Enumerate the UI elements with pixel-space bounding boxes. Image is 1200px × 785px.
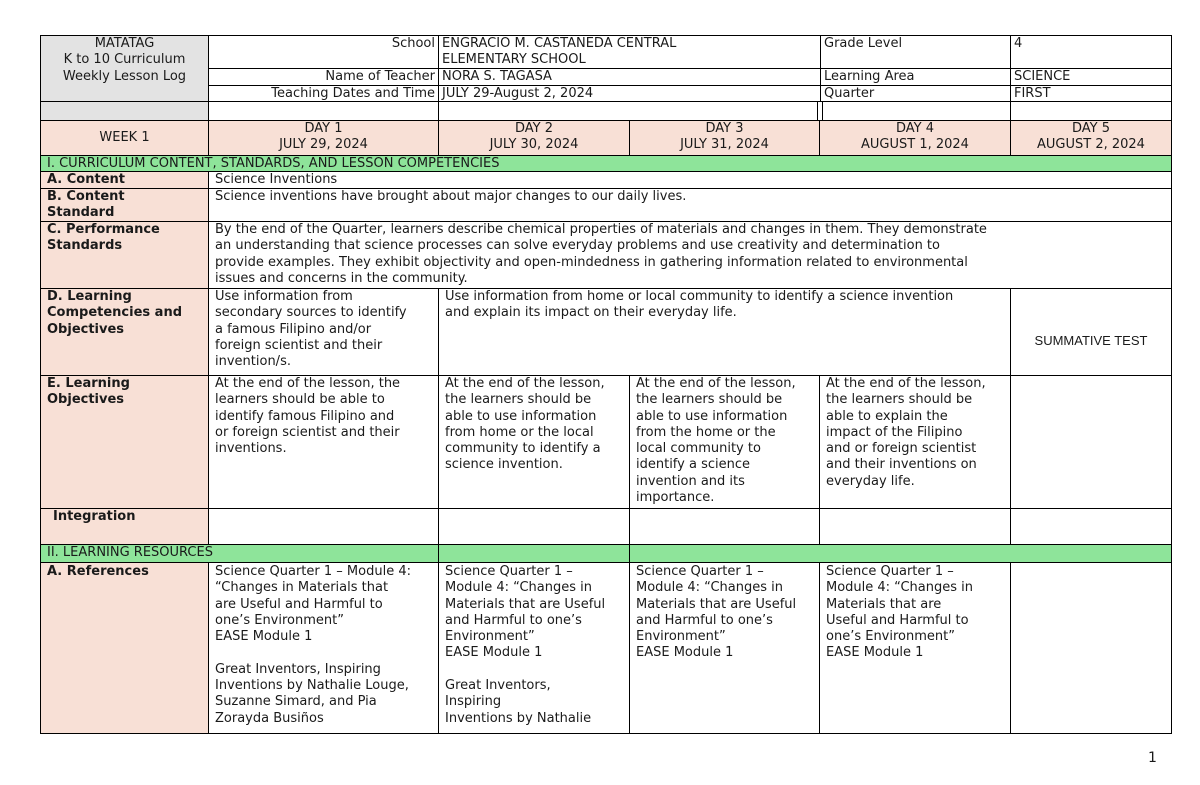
school-label: School [208, 35, 439, 69]
day-5-date: AUGUST 2, 2024 [1037, 137, 1145, 152]
dates-value: JULY 29-August 2, 2024 [438, 85, 821, 102]
objective-day-5 [1010, 375, 1172, 509]
header-blank [438, 101, 818, 121]
competency-day-2-4: Use information from home or local community to identify a science invention and explain its impact on their everyday life. [438, 288, 1011, 376]
day-5-label: DAY 5 [1071, 121, 1110, 136]
learning-area-label: Learning Area [820, 68, 1011, 86]
section-1-heading: I. CURRICULUM CONTENT, STANDARDS, AND LESSON COMPETENCIES [40, 155, 1172, 172]
objective-day-2: At the end of the lesson, the learners should be able to use information from home or the local community to identify a science invention. [438, 375, 630, 509]
page-number: 1 [1148, 750, 1157, 766]
integration-day-2 [438, 508, 630, 545]
section-2-heading: II. LEARNING RESOURCES [40, 544, 439, 563]
header-blank [1010, 101, 1172, 121]
content-standard-label: B. Content Standard [40, 188, 209, 222]
reference-day-5 [1010, 562, 1172, 734]
competency-day-5: SUMMATIVE TEST [1010, 288, 1172, 376]
objectives-label: E. Learning Objectives [40, 375, 209, 509]
week-label: WEEK 1 [40, 120, 209, 156]
reference-day-2: Science Quarter 1 – Module 4: “Changes in Materials that are Useful and Harmful to one’s Environment” EASE Module 1 Great Inventors, Inspiring Inventions by Nathalie [438, 562, 630, 734]
reference-day-1: Science Quarter 1 – Module 4: “Changes in Materials that are Useful and Harmful to one’s Environment” EASE Module 1 Great Inventors, Inspiring Inventions by Nathalie Louge, Suzanne Simard, and Pia Zorayda Busiños [208, 562, 439, 734]
day-5-header [1010, 120, 1172, 156]
header-blank [822, 101, 1011, 121]
day-4-label: DAY 4 [895, 121, 934, 136]
competency-day-1: Use information from secondary sources to identify a famous Filipino and/or foreign scientist and their invention/s. [208, 288, 439, 376]
integration-day-4 [819, 508, 1011, 545]
section-2-heading-spacer [438, 544, 630, 563]
content-standard-value: Science inventions have brought about major changes to our daily lives. [208, 188, 1172, 222]
day-2-header [438, 120, 630, 156]
performance-standards-value: By the end of the Quarter, learners describe chemical properties of materials and changes in them. They demonstrate an understanding that science processes can solve everyday problems and use creativity and determination to provide examples. They exhibit objectivity and open-mindedness in gathering information related to environmental issues and concerns in the community. [208, 221, 1172, 289]
day-1-label: DAY 1 [304, 121, 343, 136]
integration-day-3 [629, 508, 820, 545]
curriculum-title: MATATAG K to 10 Curriculum Weekly Lesson Log [40, 35, 209, 102]
quarter-value: FIRST [1010, 85, 1172, 102]
header-blank [208, 101, 439, 121]
reference-day-3: Science Quarter 1 – Module 4: “Changes in Materials that are Useful and Harmful to one’s Environment” EASE Module 1 [629, 562, 820, 734]
quarter-label: Quarter [820, 85, 1011, 102]
day-4-date: AUGUST 1, 2024 [861, 137, 969, 152]
day-3-date: JULY 31, 2024 [680, 137, 769, 152]
day-4-header [819, 120, 1011, 156]
objective-day-4: At the end of the lesson, the learners should be able to explain the impact of the Filipino and or foreign scientist and their inventions on everyday life. [819, 375, 1011, 509]
grade-level-value: 4 [1010, 35, 1172, 69]
school-value: ENGRACIO M. CASTANEDA CENTRAL ELEMENTARY SCHOOL [438, 35, 821, 69]
competencies-label: D. Learning Competencies and Objectives [40, 288, 209, 376]
integration-day-1 [208, 508, 439, 545]
learning-area-value: SCIENCE [1010, 68, 1172, 86]
teacher-value: NORA S. TAGASA [438, 68, 821, 86]
day-2-label: DAY 2 [514, 121, 553, 136]
grade-level-label: Grade Level [820, 35, 1011, 69]
teacher-label: Name of Teacher [208, 68, 439, 86]
objective-day-1: At the end of the lesson, the learners should be able to identify famous Filipino and or foreign scientist and their inventions. [208, 375, 439, 509]
integration-label: Integration [40, 508, 209, 545]
content-label: A. Content [40, 171, 209, 189]
day-3-header [629, 120, 820, 156]
day-1-header [208, 120, 439, 156]
references-label: A. References [40, 562, 209, 734]
section-2-heading-spacer [629, 544, 1172, 563]
content-value: Science Inventions [208, 171, 1172, 189]
performance-standards-label: C. Performance Standards [40, 221, 209, 289]
integration-day-5 [1010, 508, 1172, 545]
objective-day-3: At the end of the lesson, the learners should be able to use information from the home or the local community to identify a science invention and its importance. [629, 375, 820, 509]
day-2-date: JULY 30, 2024 [489, 137, 579, 152]
header-blank-left [40, 101, 209, 121]
day-3-label: DAY 3 [705, 121, 744, 136]
reference-day-4: Science Quarter 1 – Module 4: “Changes in Materials that are Useful and Harmful to one’s Environment” EASE Module 1 [819, 562, 1011, 734]
day-1-date: JULY 29, 2024 [279, 137, 368, 152]
dates-label: Teaching Dates and Time [208, 85, 439, 102]
